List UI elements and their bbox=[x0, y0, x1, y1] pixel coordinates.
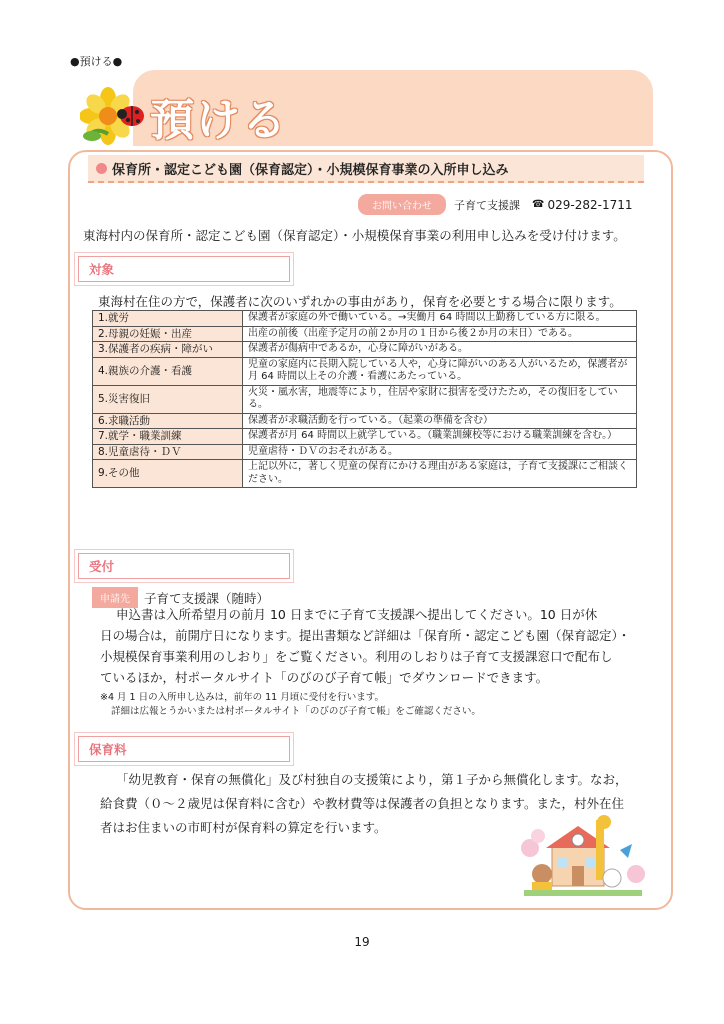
reason-description: 上記以外に，著しく児童の保育にかける理由がある家庭は，子育て支援課にご相談ください。 bbox=[243, 460, 637, 488]
reason-label: 7.就学・職業訓練 bbox=[93, 429, 243, 445]
reception-line: 日の場合は，前開庁日になります。提出書類など詳細は「保育所・認定こども園（保育認定）・ bbox=[100, 628, 631, 643]
contact-badge: お問い合わせ bbox=[358, 194, 446, 215]
intro-text: 東海村内の保育所・認定こども園（保育認定）・小規模保育事業の利用申し込みを受け付けます。 bbox=[83, 228, 626, 243]
nursery-illustration bbox=[516, 814, 650, 898]
reason-label: 9.その他 bbox=[93, 460, 243, 488]
reasons-table bbox=[92, 310, 637, 488]
reason-row bbox=[93, 460, 637, 488]
reason-row bbox=[93, 429, 637, 445]
reason-label: 8.児童虐待・ＤＶ bbox=[93, 444, 243, 460]
reason-row bbox=[93, 311, 637, 327]
reason-description: 保護者が月 64 時間以上就学している。（職業訓練校等における職業訓練を含む。） bbox=[243, 429, 637, 445]
target-heading: 対象 bbox=[78, 256, 290, 282]
reason-label: 3.保護者の疾病・障がい bbox=[93, 342, 243, 358]
reception-line: 申込書は入所希望月の前月 10 日までに子育て支援課へ提出してください。10 日が休 bbox=[116, 607, 598, 622]
apply-badge: 申請先 bbox=[92, 587, 138, 608]
page-title: 預ける bbox=[150, 95, 288, 146]
reason-description: 出産の前後（出産予定月の前２か月の１日から後２か月の末日）である。 bbox=[243, 326, 637, 342]
reason-label: 5.災害復旧 bbox=[93, 385, 243, 413]
reason-description: 保護者が傷病中であるか，心身に障がいがある。 bbox=[243, 342, 637, 358]
reason-row bbox=[93, 385, 637, 413]
section-header bbox=[88, 155, 644, 183]
contact-row bbox=[358, 194, 632, 215]
reason-row bbox=[93, 326, 637, 342]
reason-description: 保護者が求職活動を行っている。（起業の準備を含む） bbox=[243, 413, 637, 429]
reason-row bbox=[93, 357, 637, 385]
reason-label: 2.母親の妊娠・出産 bbox=[93, 326, 243, 342]
reason-description: 児童虐待・ＤＶのおそれがある。 bbox=[243, 444, 637, 460]
reason-label: 1.就労 bbox=[93, 311, 243, 327]
reception-heading: 受付 bbox=[78, 553, 290, 579]
target-lead: 東海村在住の方で，保護者に次のいずれかの事由があり，保育を必要とする場合に限ります。 bbox=[98, 294, 622, 309]
reason-row bbox=[93, 342, 637, 358]
bullet-icon bbox=[96, 163, 107, 174]
reason-label: 4.親族の介護・看護 bbox=[93, 357, 243, 385]
reception-line: ているほか，村ポータルサイト「のびのび子育て帳」でダウンロードできます。 bbox=[100, 670, 549, 685]
fee-line: 「幼児教育・保育の無償化」及び村独自の支援策により，第１子から無償化します。なお， bbox=[116, 772, 628, 787]
reason-description: 児童の家庭内に長期入院している人や，心身に障がいのある人がいるため，保護者が月 64 時間以上その介護・看護にあたっている。 bbox=[243, 357, 637, 385]
reason-row bbox=[93, 413, 637, 429]
phone-icon: ☎ bbox=[532, 199, 545, 210]
flower-ladybug-icon bbox=[80, 86, 150, 148]
fee-line: 給食費（０～２歳児は保育料に含む）や教材費等は保護者の負担となります。また，村外在住 bbox=[100, 796, 625, 811]
reason-description: 保護者が家庭の外で働いている。→実働月 64 時間以上勤務している方に限る。 bbox=[243, 311, 637, 327]
section-heading: 保育所・認定こども園（保育認定）・小規模保育事業の入所申し込み bbox=[112, 162, 509, 178]
reception-note: ※4 月 1 日の入所申し込みは，前年の 11 月頃に受付を行います。 bbox=[100, 692, 384, 703]
reason-label: 6.求職活動 bbox=[93, 413, 243, 429]
reception-line: 小規模保育事業利用のしおり」をご覧ください。利用のしおりは子育て支援課窓口で配布し bbox=[100, 649, 613, 664]
page-number: 19 bbox=[354, 935, 370, 949]
contact-department: 子育て支援課 bbox=[454, 198, 520, 212]
reason-row bbox=[93, 444, 637, 460]
fee-heading: 保育料 bbox=[78, 736, 290, 762]
contact-phone: 029-282-1711 bbox=[547, 197, 633, 212]
fee-line: 者はお住まいの市町村が保育料の算定を行います。 bbox=[100, 820, 387, 835]
reason-description: 火災・風水害，地震等により，住居や家財に損害を受けたため，その復旧をしている。 bbox=[243, 385, 637, 413]
apply-destination: 子育て支援課（随時） bbox=[144, 590, 270, 606]
category-label: ●預ける● bbox=[70, 55, 123, 68]
reception-note: 詳細は広報とうかいまたは村ポータルサイト「のびのび子育て帳」をご確認ください。 bbox=[111, 706, 481, 717]
